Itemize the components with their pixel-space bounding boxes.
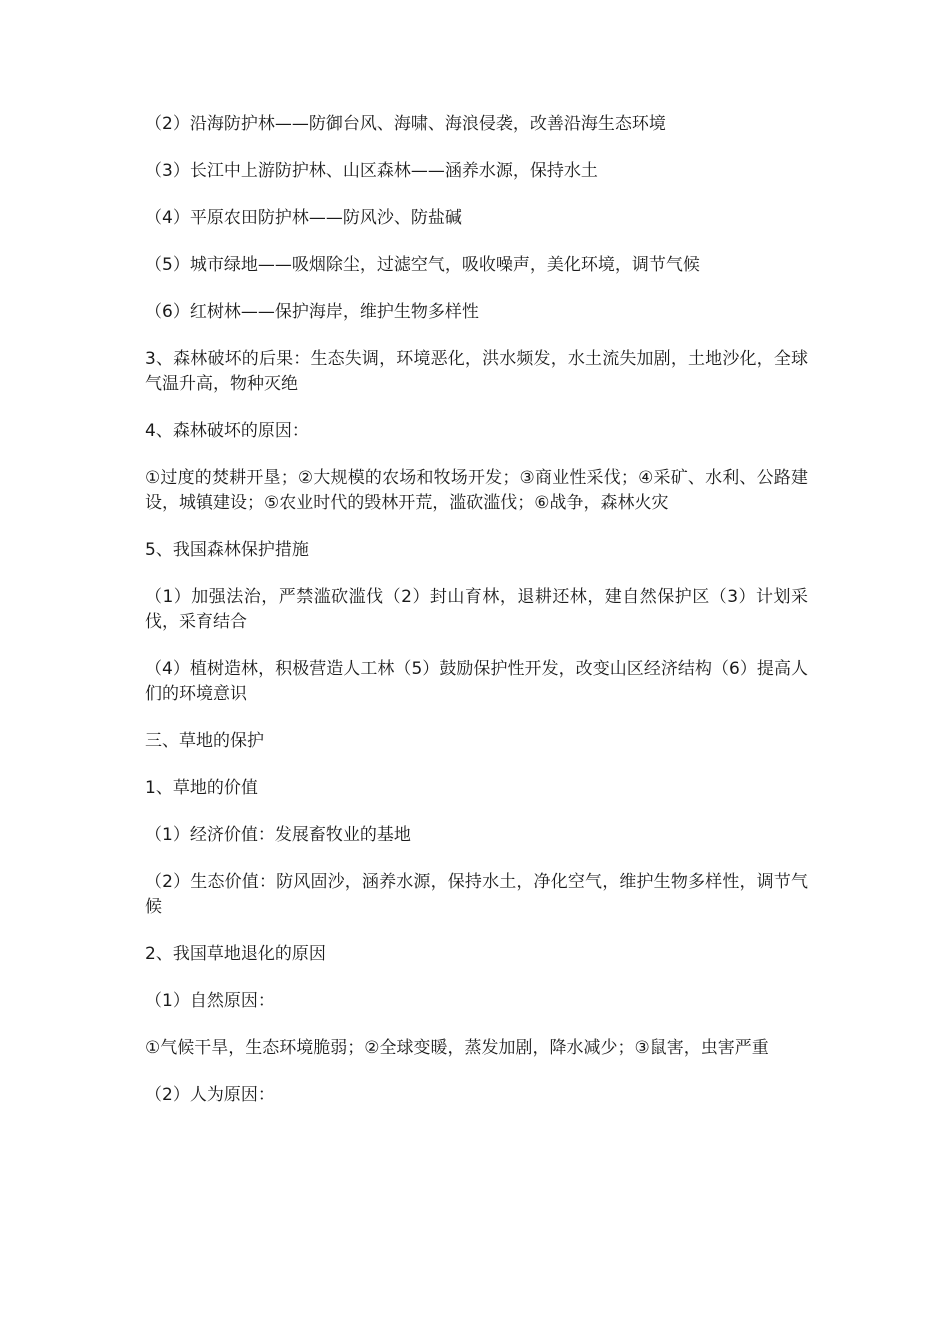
para-yangtze-shelterbelt: （3）长江中上游防护林、山区森林——涵养水源，保持水土 [145,161,598,181]
heading-grassland-degradation: 2、我国草地退化的原因 [145,944,326,964]
document-body [145,112,808,1130]
para-ecological-value: （2）生态价值：防风固沙，涵养水源，保持水土，净化空气，维护生物多样性，调节气候 [145,872,808,917]
para-deforestation-consequences: 3、森林破坏的后果：生态失调，环境恶化，洪水频发，水土流失加剧，土地沙化，全球气温升高，物种灭绝 [145,349,808,394]
para-urban-green: （5）城市绿地——吸烟除尘，过滤空气，吸收噪声，美化环境，调节气候 [145,255,700,275]
heading-deforestation-causes: 4、森林破坏的原因： [145,421,309,441]
para-coastal-shelterbelt: （2）沿海防护林——防御台风、海啸、海浪侵袭，改善沿海生态环境 [145,114,666,134]
para-forest-measures-1: （1）加强法治，严禁滥砍滥伐（2）封山育林，退耕还林，建自然保护区（3）计划采伐，采育结合 [145,587,808,632]
heading-human-causes: （2）人为原因： [145,1085,275,1105]
para-deforestation-causes-list: ①过度的焚耕开垦；②大规模的农场和牧场开发；③商业性采伐；④采矿、水利、公路建设，城镇建设；⑤农业时代的毁林开荒，滥砍滥伐；⑥战争，森林火灾 [145,468,808,513]
para-mangrove: （6）红树林——保护海岸，维护生物多样性 [145,302,479,322]
heading-forest-protection: 5、我国森林保护措施 [145,540,309,560]
para-natural-causes-list: ①气候干旱，生态环境脆弱；②全球变暖，蒸发加剧，降水减少；③鼠害，虫害严重 [145,1038,769,1058]
para-forest-measures-2: （4）植树造林，积极营造人工林（5）鼓励保护性开发，改变山区经济结构（6）提高人们的环境意识 [145,659,808,704]
heading-grassland-value: 1、草地的价值 [145,778,258,798]
para-economic-value: （1）经济价值：发展畜牧业的基地 [145,825,411,845]
para-farmland-shelterbelt: （4）平原农田防护林——防风沙、防盐碱 [145,208,462,228]
section-title-grassland: 三、草地的保护 [145,731,264,751]
heading-natural-causes: （1）自然原因： [145,991,275,1011]
